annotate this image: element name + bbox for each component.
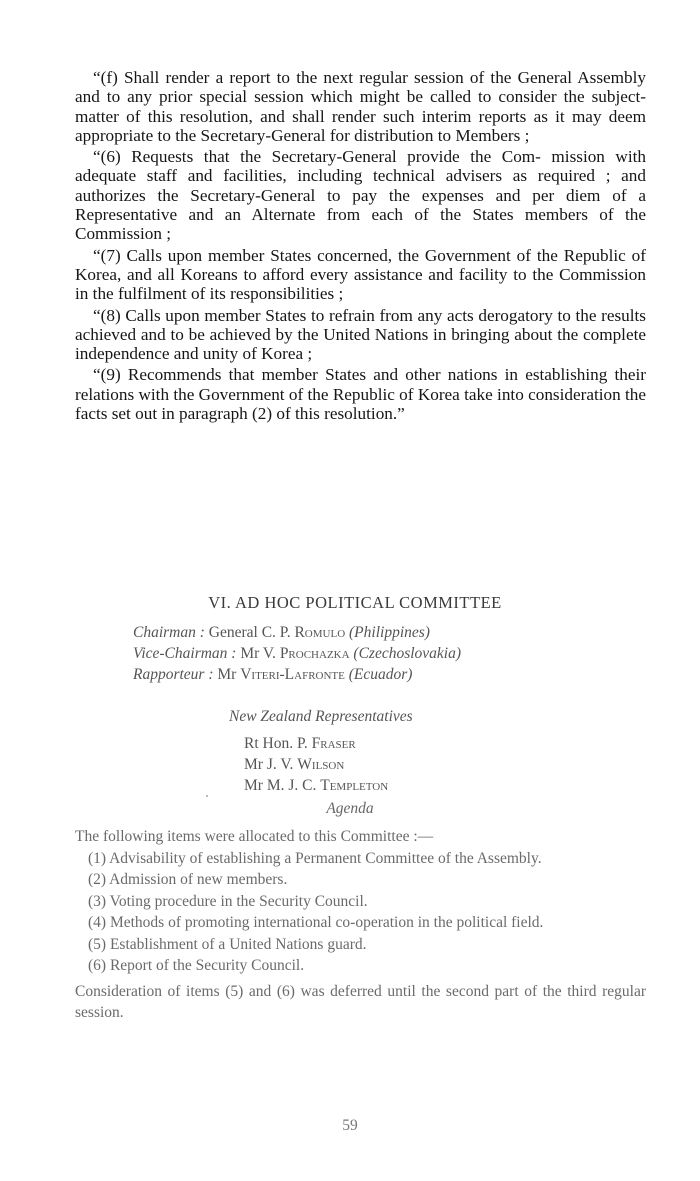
agenda-item-1: (1) Advisability of establishing a Permanent Committee of the Assembly.	[88, 849, 542, 867]
rapporteur-title: Mr	[217, 666, 237, 683]
chairman-row	[133, 622, 461, 643]
rapporteur-name: Viteri-Lafronte	[240, 666, 345, 683]
chairman-name: Romulo	[294, 624, 346, 641]
agenda-item-4: (4) Methods of promoting international co-operation in the political field.	[88, 914, 544, 931]
rapporteur-row	[133, 664, 461, 685]
agenda-item-5: (5) Establishment of a United Nations guard.	[88, 935, 367, 953]
vice-chairman-name: Prochazka	[279, 645, 350, 662]
representatives-heading: New Zealand Representatives	[229, 708, 413, 725]
divider-mark	[206, 795, 208, 797]
chairman-title: General C. P.	[208, 624, 291, 641]
chairman-country: (Philippines)	[349, 624, 430, 641]
resolution-paragraph-7: “(7) Calls upon member States concerned, the Government of the Republic of Korea, and all Koreans to afford every assistance and facility to the Commission in the fulfilment of its responsibilities ;	[75, 245, 646, 304]
resolution-paragraph-f: “(f) Shall render a report to the next regular session of the General Assembly and to any prior special session which might be called to consider the subject-matter of this resolution, and shall render such interim reports as it may deem appropriate to the Secretary-General for distribution to Members ;	[75, 68, 646, 145]
rapporteur-country: (Ecuador)	[348, 666, 413, 683]
agenda-intro: The following items were allocated to this Committee :—	[75, 828, 434, 845]
resolution-paragraph-8: “(8) Calls upon member States to refrain from any acts derogatory to the results achieved and to be achieved by the United Nations in bringing about the complete independence and unity of Korea ;	[75, 305, 646, 364]
agenda-item-2: (2) Admission of new members.	[88, 871, 288, 888]
representatives-list	[244, 733, 388, 796]
representative-name: Wilson	[297, 756, 345, 773]
resolution-text	[75, 68, 646, 425]
chairman-role: Chairman :	[133, 624, 205, 641]
rapporteur-role: Rapporteur :	[133, 666, 214, 683]
representative-title: Rt Hon. P.	[244, 735, 308, 752]
vice-chairman-country: (Czechoslovakia)	[353, 645, 462, 662]
agenda-item-6: (6) Report of the Security Council.	[88, 957, 305, 974]
vice-chairman-row	[133, 643, 461, 664]
representative-name: Fraser	[311, 735, 356, 752]
representative-name: Templeton	[320, 777, 389, 794]
representative-title: Mr M. J. C.	[244, 777, 317, 794]
agenda-item-3: (3) Voting procedure in the Security Council.	[88, 892, 368, 910]
committee-officers	[133, 622, 461, 685]
representative-item	[244, 754, 388, 775]
vice-chairman-role: Vice-Chairman :	[133, 645, 237, 662]
section-heading: VI. AD HOC POLITICAL COMMITTEE	[208, 593, 502, 612]
resolution-paragraph-6: “(6) Requests that the Secretary-General provide the Com- mission with adequate staff and facilities, including technical advisers as required ; and authorizes the Secretary-General to pay the expenses and per diem of a Representative and an Alternate from each of the States members of the Commission ;	[75, 147, 646, 244]
representative-item	[244, 733, 388, 754]
agenda-heading: Agenda	[326, 800, 374, 817]
representative-title: Mr J. V.	[244, 756, 294, 773]
agenda-body	[75, 826, 646, 1024]
representative-item	[244, 775, 388, 796]
deferred-note: Consideration of items (5) and (6) was deferred until the second part of the third regular session.	[75, 982, 646, 1021]
page-number: 59	[342, 1117, 358, 1134]
resolution-paragraph-9: “(9) Recommends that member States and other nations in establishing their relations with the Government of the Republic of Korea take into consideration the facts set out in paragraph (2) of this resolution.”	[75, 365, 646, 424]
vice-chairman-title: Mr V.	[240, 645, 276, 662]
